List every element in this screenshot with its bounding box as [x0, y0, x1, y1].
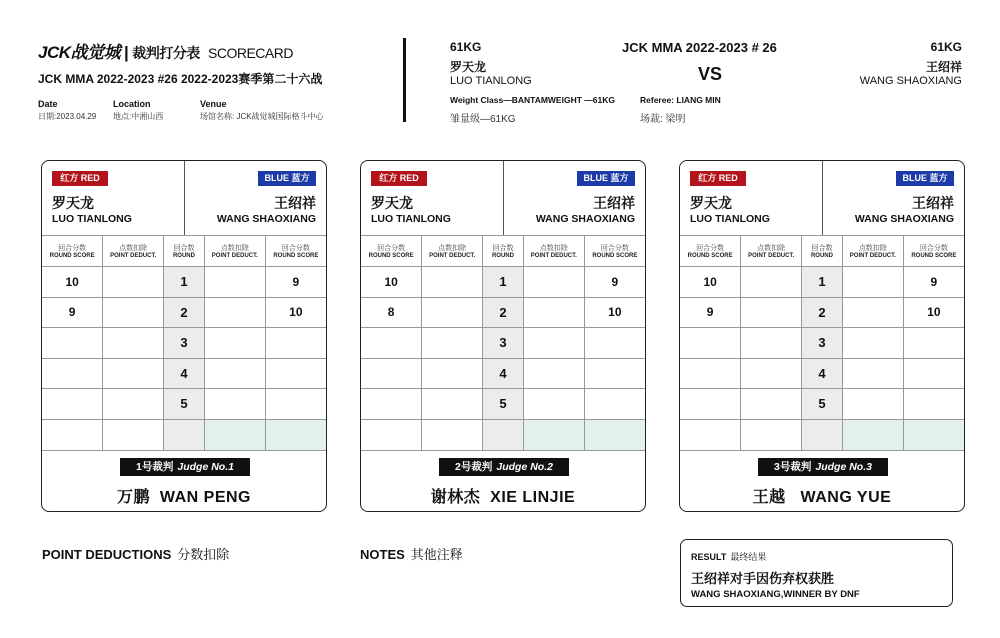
score-table — [42, 235, 326, 451]
card-header-divider — [503, 161, 504, 235]
red-round-score: 10 — [42, 267, 103, 298]
red-weight: 61KG — [450, 40, 482, 54]
col-round-score-blue — [265, 236, 326, 267]
red-round-score: 9 — [42, 297, 103, 328]
blue-point-deduction — [842, 358, 903, 389]
round-number: 5 — [164, 389, 205, 420]
judge-label — [439, 458, 569, 476]
red-round-score — [42, 328, 103, 359]
red-point-deduction — [741, 328, 802, 359]
red-point-deduction — [103, 267, 164, 298]
blue-point-deduction — [204, 297, 265, 328]
total-round-cell — [802, 419, 843, 450]
col-label-cn: 点数扣除 — [757, 245, 786, 252]
red-round-score — [680, 389, 741, 420]
judge-name: 王越 WANG YUE — [752, 489, 892, 506]
round-number: 3 — [483, 328, 524, 359]
card-header — [680, 161, 964, 236]
point-deductions-section — [42, 544, 229, 563]
red-point-deduction — [741, 358, 802, 389]
red-round-score — [42, 358, 103, 389]
venue-label: Venue — [200, 99, 227, 109]
red-fighter-en: LUO TIANLONG — [371, 213, 451, 225]
red-corner-tag: 红方 RED — [690, 171, 746, 186]
jck-logo: JCK战觉城 — [38, 43, 121, 62]
red-total — [42, 419, 103, 450]
date-value: 日期:2023.04.29 — [38, 112, 97, 121]
blue-point-deduction — [523, 358, 584, 389]
red-round-score — [361, 358, 422, 389]
col-label-cn: 点数扣除 — [858, 245, 887, 252]
score-row — [680, 267, 964, 298]
total-row — [361, 419, 645, 450]
red-fighter-cn: 罗天龙 — [690, 195, 732, 211]
total-round-cell — [164, 419, 205, 450]
score-row — [680, 358, 964, 389]
notes-en: NOTES — [360, 547, 405, 562]
col-label-cn: 点数扣除 — [539, 245, 568, 252]
blue-round-score: 10 — [584, 297, 645, 328]
blue-total — [903, 419, 964, 450]
col-label-cn: 回合分数 — [377, 245, 406, 252]
score-row — [361, 297, 645, 328]
score-row — [42, 389, 326, 420]
blue-round-score — [903, 358, 964, 389]
red-total — [361, 419, 422, 450]
round-number: 1 — [802, 267, 843, 298]
col-round — [164, 236, 205, 267]
red-point-deduction — [422, 297, 483, 328]
event-name: JCK MMA 2022-2023 # 26 — [622, 40, 777, 55]
blue-total-deduction — [204, 419, 265, 450]
blue-round-score — [903, 389, 964, 420]
judge-name: 谢林杰 XIE LINJIE — [430, 489, 576, 506]
total-row — [680, 419, 964, 450]
blue-round-score — [584, 389, 645, 420]
blue-point-deduction — [204, 389, 265, 420]
blue-fighter-cn: 王绍祥 — [274, 195, 316, 211]
col-label-en: POINT DEDUCT. — [849, 253, 896, 259]
blue-round-score — [265, 358, 326, 389]
red-round-score: 9 — [680, 297, 741, 328]
card-header — [42, 161, 326, 236]
result-title-cn: 最终结果 — [730, 552, 767, 562]
referee-cn: 场裁: 梁明 — [640, 114, 686, 125]
col-point-deduct-blue — [842, 236, 903, 267]
red-point-deduction — [103, 358, 164, 389]
red-corner-tag: 红方 RED — [371, 171, 427, 186]
weight-class: Weight Class—BANTAMWEIGHT —61KG — [450, 95, 615, 105]
col-label-en: POINT DEDUCT. — [211, 253, 258, 259]
col-round-score-red — [361, 236, 422, 267]
col-label-en: ROUND SCORE — [273, 253, 319, 259]
blue-point-deduction — [523, 297, 584, 328]
red-fighter-cn: 罗天龙 — [371, 195, 413, 211]
blue-name-en: WANG SHAOXIANG — [859, 75, 962, 87]
judge-label-cn: 3号裁判 — [774, 461, 812, 473]
col-round — [802, 236, 843, 267]
blue-round-score: 10 — [903, 297, 964, 328]
red-round-score — [361, 389, 422, 420]
judge-label-en: Judge No.1 — [177, 461, 234, 473]
red-point-deduction — [741, 297, 802, 328]
col-round-score-blue — [584, 236, 645, 267]
red-fighter-en: LUO TIANLONG — [52, 213, 132, 225]
col-point-deduct-red — [422, 236, 483, 267]
judge-label-en: Judge No.2 — [496, 461, 553, 473]
total-round-cell — [483, 419, 524, 450]
round-number: 3 — [164, 328, 205, 359]
blue-point-deduction — [204, 358, 265, 389]
score-table — [680, 235, 964, 451]
blue-round-score — [265, 328, 326, 359]
blue-round-score — [584, 328, 645, 359]
notes-section — [360, 544, 463, 563]
weight-class-cn: 雏量级—61KG — [450, 114, 516, 125]
header-divider — [403, 38, 406, 122]
col-label-en: ROUND SCORE — [687, 253, 733, 259]
col-label-en: ROUND SCORE — [49, 253, 95, 259]
score-row — [42, 328, 326, 359]
blue-round-score: 9 — [265, 267, 326, 298]
col-label-cn: 回合数 — [173, 245, 195, 252]
col-label-en: ROUND SCORE — [911, 253, 957, 259]
red-name-cn: 罗天龙 — [450, 60, 487, 74]
blue-corner-tag: BLUE 蓝方 — [896, 171, 954, 186]
score-table — [361, 235, 645, 451]
col-label-cn: 点数扣除 — [220, 245, 249, 252]
judge-card — [360, 160, 646, 512]
col-label-en: ROUND SCORE — [592, 253, 638, 259]
red-point-deduction — [103, 328, 164, 359]
col-round-score-red — [680, 236, 741, 267]
col-label-en: POINT DEDUCT. — [429, 253, 476, 259]
red-corner-tag: 红方 RED — [52, 171, 108, 186]
blue-fighter-en: WANG SHAOXIANG — [216, 213, 316, 225]
red-round-score: 10 — [680, 267, 741, 298]
red-total — [680, 419, 741, 450]
blue-total — [584, 419, 645, 450]
red-point-deduction — [103, 389, 164, 420]
score-row — [680, 297, 964, 328]
judge-card — [41, 160, 327, 512]
score-row — [42, 267, 326, 298]
card-header-divider — [184, 161, 185, 235]
blue-fighter-en: WANG SHAOXIANG — [854, 213, 954, 225]
score-row — [680, 328, 964, 359]
venue-value: 场馆名称: JCK战觉城国际格斗中心 — [200, 112, 324, 121]
score-row — [42, 358, 326, 389]
blue-point-deduction — [842, 297, 903, 328]
result-en: WANG SHAOXIANG,WINNER BY DNF — [691, 589, 860, 600]
blue-round-score — [903, 328, 964, 359]
judge-label-cn: 2号裁判 — [455, 461, 493, 473]
point-deductions-cn: 分数扣除 — [177, 547, 230, 562]
red-point-deduction — [103, 297, 164, 328]
blue-round-score — [584, 358, 645, 389]
score-row — [42, 297, 326, 328]
red-fighter-cn: 罗天龙 — [52, 195, 94, 211]
red-name-en: LUO TIANLONG — [450, 75, 532, 87]
red-round-score — [680, 358, 741, 389]
round-number: 2 — [164, 297, 205, 328]
col-label-cn: 回合数 — [811, 245, 833, 252]
round-number: 2 — [483, 297, 524, 328]
blue-fighter-cn: 王绍祥 — [912, 195, 954, 211]
blue-total-deduction — [523, 419, 584, 450]
notes-cn: 其他注释 — [410, 547, 463, 562]
result-box — [680, 539, 953, 607]
col-label-cn: 回合数 — [492, 245, 514, 252]
date-label: Date — [38, 99, 58, 109]
col-point-deduct-blue — [204, 236, 265, 267]
blue-point-deduction — [842, 389, 903, 420]
blue-fighter-en: WANG SHAOXIANG — [535, 213, 635, 225]
score-table-header — [42, 236, 326, 267]
blue-point-deduction — [204, 328, 265, 359]
blue-corner-tag: BLUE 蓝方 — [258, 171, 316, 186]
blue-fighter-cn: 王绍祥 — [593, 195, 635, 211]
judge-label — [120, 458, 250, 476]
round-number: 5 — [802, 389, 843, 420]
blue-total-deduction — [842, 419, 903, 450]
col-point-deduct-red — [103, 236, 164, 267]
red-point-deduction — [422, 267, 483, 298]
blue-point-deduction — [204, 267, 265, 298]
result-title-en: RESULT — [691, 552, 727, 562]
judge-label-en: Judge No.3 — [815, 461, 872, 473]
score-table-header — [680, 236, 964, 267]
header-logo-title: JCK战觉城 | 裁判打分表 SCORECARD — [38, 43, 293, 62]
vs-text: VS — [698, 64, 723, 84]
red-point-deduction — [741, 389, 802, 420]
col-label-cn: 点数扣除 — [438, 245, 467, 252]
col-round-score-red — [42, 236, 103, 267]
col-label-cn: 点数扣除 — [119, 245, 148, 252]
col-label-en: POINT DEDUCT. — [530, 253, 577, 259]
location-label: Location — [113, 99, 151, 109]
blue-name-cn: 王绍祥 — [925, 60, 962, 74]
judge-name: 万鹏 WAN PENG — [116, 489, 251, 506]
card-header — [361, 161, 645, 236]
blue-weight: 61KG — [930, 40, 962, 54]
judge-label-cn: 1号裁判 — [136, 461, 174, 473]
col-label-en: ROUND — [172, 253, 195, 259]
round-number: 5 — [483, 389, 524, 420]
round-number: 1 — [164, 267, 205, 298]
title-cn: 裁判打分表 — [132, 45, 200, 61]
col-label-en: ROUND — [491, 253, 514, 259]
red-point-deduction — [741, 267, 802, 298]
result-cn: 王绍祥对手因伤弃权获胜 — [691, 571, 835, 586]
col-label-cn: 回合分数 — [919, 245, 948, 252]
judge-label — [758, 458, 888, 476]
blue-round-score: 10 — [265, 297, 326, 328]
total-row — [42, 419, 326, 450]
blue-total — [265, 419, 326, 450]
blue-corner-tag: BLUE 蓝方 — [577, 171, 635, 186]
score-table-header — [361, 236, 645, 267]
blue-round-score: 9 — [584, 267, 645, 298]
red-round-score: 10 — [361, 267, 422, 298]
red-point-deduction — [422, 358, 483, 389]
col-round-score-blue — [903, 236, 964, 267]
red-total-deduction — [422, 419, 483, 450]
blue-point-deduction — [523, 389, 584, 420]
round-number: 1 — [483, 267, 524, 298]
col-label-en: ROUND SCORE — [368, 253, 414, 259]
score-row — [361, 389, 645, 420]
blue-round-score: 9 — [903, 267, 964, 298]
title-en: SCORECARD — [208, 45, 293, 61]
referee: Referee: LIANG MIN — [640, 95, 721, 105]
red-round-score — [680, 328, 741, 359]
blue-point-deduction — [842, 267, 903, 298]
point-deductions-en: POINT DEDUCTIONS — [42, 547, 172, 562]
col-label-en: ROUND — [810, 253, 833, 259]
blue-point-deduction — [523, 267, 584, 298]
judge-card — [679, 160, 965, 512]
blue-round-score — [265, 389, 326, 420]
col-point-deduct-red — [741, 236, 802, 267]
result-title — [691, 550, 766, 563]
col-label-cn: 回合分数 — [281, 245, 310, 252]
red-point-deduction — [422, 389, 483, 420]
col-label-en: POINT DEDUCT. — [748, 253, 795, 259]
red-round-score: 8 — [361, 297, 422, 328]
round-number: 3 — [802, 328, 843, 359]
red-round-score — [361, 328, 422, 359]
col-label-cn: 回合分数 — [600, 245, 629, 252]
red-fighter-en: LUO TIANLONG — [690, 213, 770, 225]
round-number: 4 — [483, 358, 524, 389]
score-row — [361, 358, 645, 389]
red-total-deduction — [741, 419, 802, 450]
red-total-deduction — [103, 419, 164, 450]
blue-point-deduction — [842, 328, 903, 359]
col-round — [483, 236, 524, 267]
score-row — [680, 389, 964, 420]
round-number: 4 — [802, 358, 843, 389]
col-label-cn: 回合分数 — [696, 245, 725, 252]
location-value: 地点:中湘山西 — [113, 112, 164, 121]
col-label-en: POINT DEDUCT. — [110, 253, 157, 259]
event-line: JCK MMA 2022-2023 #26 2022-2023赛季第二十六战 — [38, 72, 323, 86]
red-point-deduction — [422, 328, 483, 359]
card-header-divider — [822, 161, 823, 235]
round-number: 4 — [164, 358, 205, 389]
round-number: 2 — [802, 297, 843, 328]
col-point-deduct-blue — [523, 236, 584, 267]
score-row — [361, 267, 645, 298]
red-round-score — [42, 389, 103, 420]
blue-point-deduction — [523, 328, 584, 359]
score-row — [361, 328, 645, 359]
col-label-cn: 回合分数 — [58, 245, 87, 252]
